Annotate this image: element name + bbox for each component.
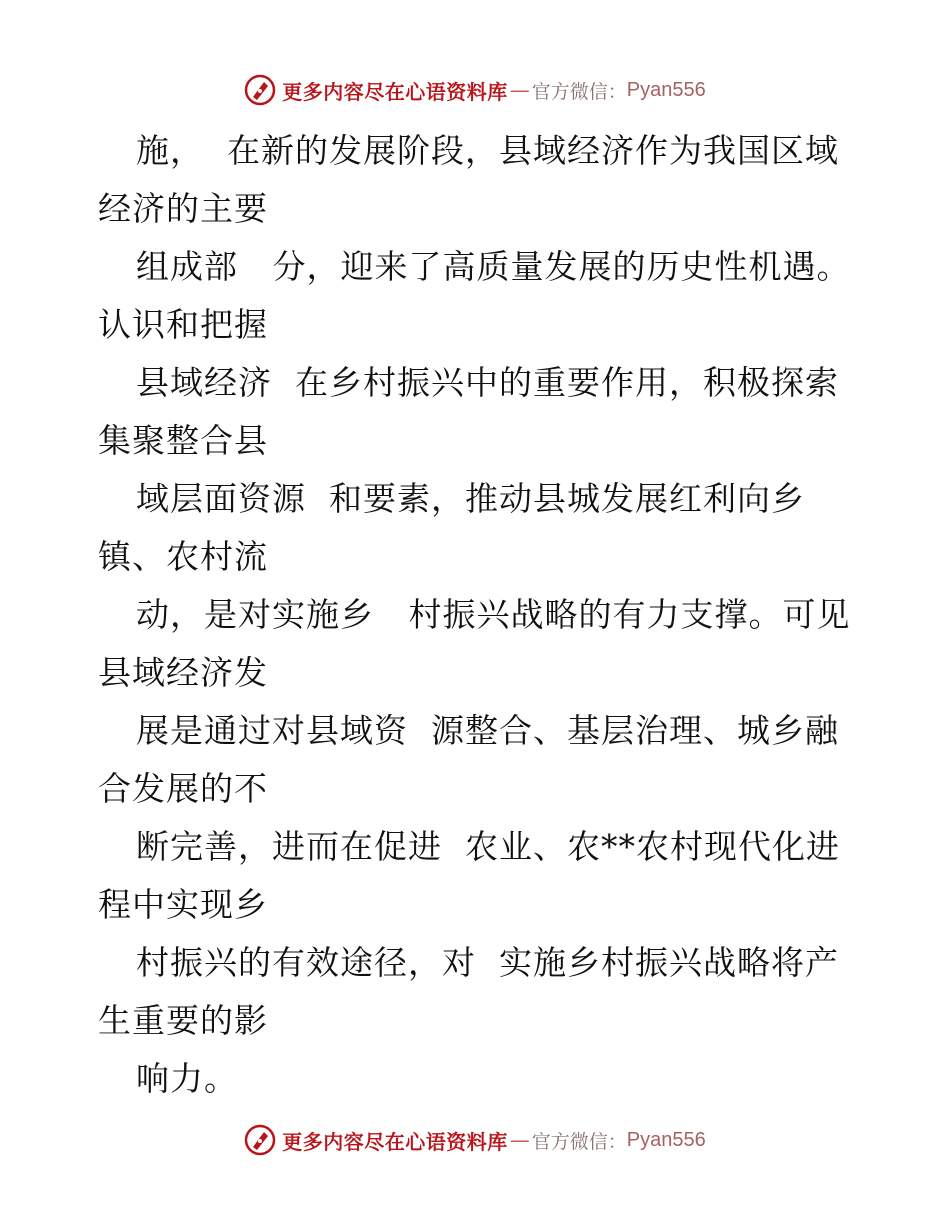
body-line: 经济的主要 [98, 189, 268, 228]
body-line: 镇、农村流 [98, 537, 268, 576]
body-line: 合发展的不 [98, 769, 268, 808]
banner-wechat-label: 官方微信： [531, 1130, 627, 1153]
banner-wechat-id: Pyan556 [626, 1128, 706, 1151]
body-line: 施， 在新的发展阶段，县域经济作为我国区域 [136, 131, 839, 170]
body-line: 认识和把握 [98, 305, 268, 344]
banner-text: 更多内容尽在心语资料库 [282, 79, 508, 104]
body-line: 组成部 分，迎来了高质量发展的历史性机遇。 [136, 247, 851, 286]
body-line: 展是通过对县域资 源整合、基层治理、城乡融 [136, 711, 839, 750]
body-line: 集聚整合县 [98, 421, 268, 460]
body-line: 响力。 [136, 1059, 238, 1098]
body-line: 域层面资源 和要素，推动县城发展红利向乡 [136, 479, 805, 518]
banner-separator: — [509, 1128, 530, 1152]
banner-wechat-label: 官方微信： [531, 80, 627, 103]
header-banner [0, 70, 950, 110]
banner-wechat-id: Pyan556 [626, 78, 706, 101]
body-line: 县域经济 在乡村振兴中的重要作用，积极探索 [136, 363, 839, 402]
body-line: 程中实现乡 [98, 885, 268, 924]
body-line: 县域经济发 [98, 653, 268, 692]
footer-banner [0, 1120, 950, 1160]
banner-separator: — [509, 78, 530, 102]
body-line: 生重要的影 [98, 1001, 268, 1040]
body-line: 动，是对实施乡 村振兴战略的有力支撑。可见 [136, 595, 851, 634]
pen-nib-logo-icon [244, 74, 276, 106]
banner-text: 更多内容尽在心语资料库 [282, 1129, 508, 1154]
body-line: 村振兴的有效途径，对 实施乡村振兴战略将产 [136, 943, 839, 982]
pen-nib-logo-icon [244, 1124, 276, 1156]
body-line: 断完善，进而在促进 农业、农**农村现代化进 [136, 827, 840, 866]
